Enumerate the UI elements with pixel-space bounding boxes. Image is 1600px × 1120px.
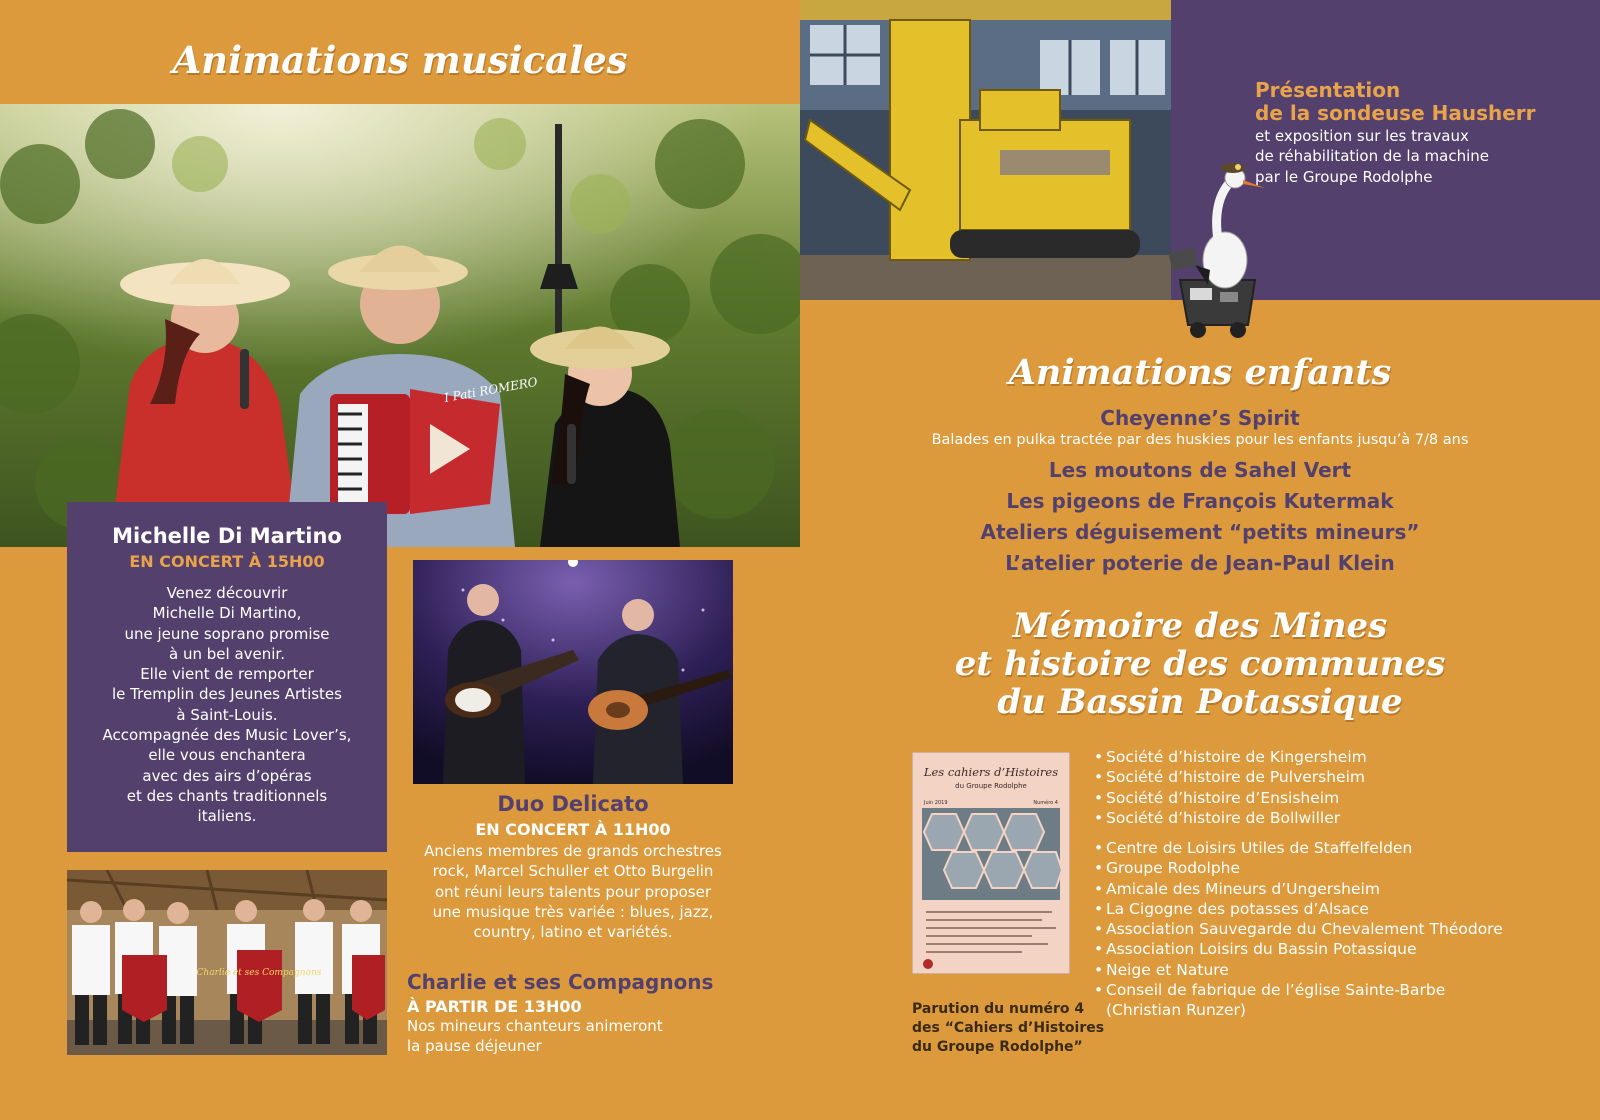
duo-description: [413, 841, 733, 942]
text-line: par le Groupe Rodolphe: [1255, 167, 1433, 186]
bullet-icon: •: [1094, 768, 1104, 787]
cahier-cover-image: [912, 752, 1070, 974]
cover-number: Numéro 4: [1033, 800, 1058, 806]
banner-text: Charlie et ses Compagnons: [196, 968, 322, 978]
text-line: Parution du numéro 4: [912, 1001, 1085, 1017]
text-line: et des chants traditionnels: [126, 786, 328, 805]
text-line: de la sondeuse Hausherr: [1255, 101, 1536, 125]
duo-name: Duo Delicato: [497, 792, 649, 816]
enfants-list: [800, 405, 1600, 579]
enfant-item-title: L’atelier poterie de Jean-Paul Klein: [1005, 551, 1395, 575]
text-line: rock, Marcel Schuller et Otto Burgelin: [432, 862, 714, 881]
michelle-description: [80, 583, 374, 827]
text-line: ont réuni leurs talents pour proposer: [434, 882, 712, 901]
bullet-icon: •: [1094, 788, 1104, 807]
text-line: country, latino et variétés.: [473, 923, 673, 942]
stork-minecart-mascot: [1140, 140, 1270, 340]
text-line: de réhabilitation de la machine: [1255, 147, 1489, 166]
bullet-icon: •: [1094, 940, 1104, 959]
bullet-icon: •: [1094, 748, 1104, 766]
list-item: • Association Loisirs du Bassin Potassique: [1094, 940, 1417, 959]
photo-musicians-trio: [0, 104, 800, 547]
text-line: Présentation: [1255, 78, 1401, 102]
charlie-time: À PARTIR DE 13H00: [407, 997, 582, 1016]
text-line: la pause déjeuner: [407, 1037, 542, 1056]
text-line: une jeune soprano promise: [124, 624, 330, 643]
bullet-icon: •: [1094, 839, 1104, 857]
text-line: une musique très variée : blues, jazz,: [432, 902, 714, 921]
presentation-description: [1255, 126, 1489, 187]
bullet-icon: •: [1094, 960, 1104, 979]
photo-duo-delicato: [413, 560, 733, 784]
enfant-item-title: Les pigeons de François Kutermak: [1006, 489, 1394, 513]
associations-list: [1094, 838, 1503, 1021]
list-item: • Société d’histoire de Pulversheim: [1094, 768, 1365, 787]
bullet-icon: •: [1094, 808, 1104, 827]
michelle-concert-time: EN CONCERT À 15H00: [129, 552, 325, 571]
list-item: • Société d’histoire d’Ensisheim: [1094, 788, 1340, 807]
text-line: des “Cahiers d’Histoires: [912, 1020, 1105, 1036]
section-title-musical: Animations musicales: [172, 38, 628, 82]
text-line: Accompagnée des Music Lover’s,: [102, 726, 352, 745]
title-line: Mémoire des Mines: [1012, 606, 1388, 646]
photo-charlie-choir: [67, 870, 387, 1055]
section-title-memoire: [800, 607, 1600, 721]
title-line: du Bassin Potassique: [997, 682, 1403, 722]
text-line: Nos mineurs chanteurs animeront: [407, 1017, 663, 1035]
list-item: • La Cigogne des potasses d’Alsace: [1094, 899, 1369, 918]
enfant-item-title: Ateliers déguisement “petits mineurs”: [980, 520, 1420, 544]
list-item: • Société d’histoire de Bollwiller: [1094, 808, 1341, 827]
section-title-enfants: Animations enfants: [1008, 352, 1392, 393]
duo-concert-time: EN CONCERT À 11H00: [475, 820, 671, 839]
text-line: Venez découvrir: [166, 584, 288, 602]
text-line: Elle vient de remporter: [140, 665, 314, 684]
list-item: • Amicale des Mineurs d’Ungersheim: [1094, 879, 1380, 898]
text-line: Anciens membres de grands orchestres: [424, 842, 722, 860]
text-line: italiens.: [197, 807, 257, 826]
bullet-icon: •: [1094, 899, 1104, 918]
text-line: le Tremplin des Jeunes Artistes: [112, 685, 342, 704]
bullet-icon: •: [1094, 859, 1104, 878]
enfant-item-title: Les moutons de Sahel Vert: [1048, 458, 1352, 482]
enfant-item-subtitle: Balades en pulka tractée par des huskies pour les enfants jusqu’à 7/8 ans: [931, 432, 1469, 448]
text-line: Michelle Di Martino,: [152, 604, 302, 623]
text-line: et exposition sur les travaux: [1255, 127, 1469, 145]
bullet-icon: •: [1094, 981, 1104, 1000]
list-item: (Christian Runzer): [1106, 1001, 1246, 1020]
accordion-brand: I Pati ROMERO: [443, 374, 539, 405]
list-item: • Centre de Loisirs Utiles de Staffelfelden: [1094, 839, 1413, 857]
text-line: à Saint-Louis.: [176, 705, 278, 724]
cover-title: Les cahiers d’Histoires: [923, 765, 1059, 779]
list-item: • Association Sauvegarde du Chevalement Théodore: [1094, 920, 1503, 939]
bullet-icon: •: [1094, 879, 1104, 898]
bullet-icon: •: [1094, 920, 1104, 939]
list-item: • Société d’histoire de Kingersheim: [1094, 748, 1367, 766]
presentation-title: [1255, 79, 1536, 125]
charlie-name: Charlie et ses Compagnons: [407, 970, 714, 994]
cover-subtitle: du Groupe Rodolphe: [955, 782, 1027, 790]
societes-list: [1094, 747, 1367, 828]
text-line: avec des airs d’opéras: [142, 766, 312, 785]
text-line: elle vous enchantera: [148, 746, 306, 765]
list-item: • Groupe Rodolphe: [1094, 859, 1241, 878]
michelle-name: Michelle Di Martino: [112, 524, 342, 548]
photo-sondeuse-hausherr: [800, 0, 1171, 300]
list-item: • Neige et Nature: [1094, 960, 1229, 979]
text-line: à un bel avenir.: [169, 644, 285, 663]
enfant-item-title: Cheyenne’s Spirit: [1100, 406, 1300, 430]
list-item: • Conseil de fabrique de l’église Sainte-Barbe: [1094, 981, 1446, 1000]
cahier-caption: [912, 1000, 1104, 1057]
title-line: et histoire des communes: [954, 644, 1446, 684]
charlie-description: [407, 1016, 663, 1057]
cover-date: Juin 2019: [924, 800, 948, 806]
text-line: du Groupe Rodolphe”: [912, 1039, 1083, 1055]
